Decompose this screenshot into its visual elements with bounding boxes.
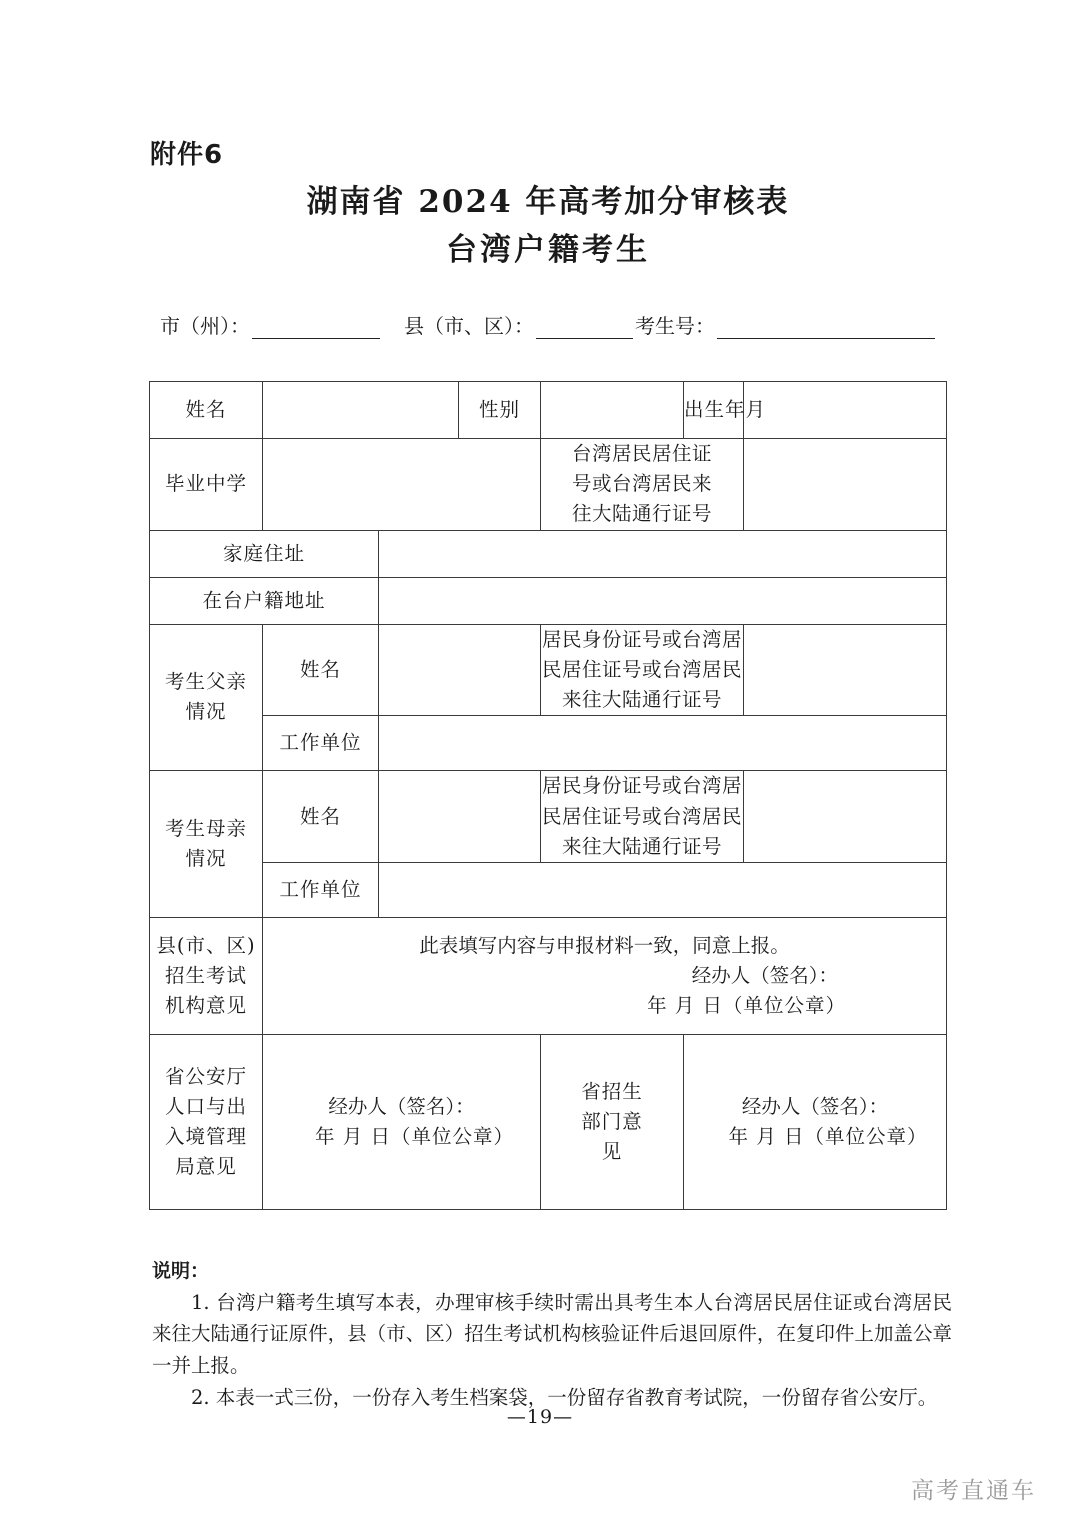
cell-taiwan-address-value[interactable] bbox=[379, 577, 947, 624]
notes-heading: 说明： bbox=[152, 1260, 210, 1282]
father-cert-line-2: 民居住证号或台湾居民 bbox=[541, 657, 742, 681]
cell-father-work-label: 工作单位 bbox=[263, 716, 379, 771]
table-row-home-address bbox=[150, 530, 947, 577]
note-item-2: 2. 本表一式三份，一份存入考生档案袋，一份留存省教育考试院，一份留存省公安厅。 bbox=[191, 1385, 938, 1409]
student-cert-line-2: 号或台湾居民来 bbox=[571, 472, 712, 496]
table-row-taiwan-address bbox=[150, 577, 947, 624]
county-office-line-1: 县(市、区) bbox=[156, 933, 256, 957]
county-handler-sign-label: 经办人（签名）： bbox=[691, 963, 838, 987]
county-office-line-3: 机构意见 bbox=[164, 994, 247, 1018]
watermark: 高考直通车 bbox=[911, 1478, 1036, 1504]
table-row-police-opinion bbox=[150, 1034, 947, 1209]
cell-mother-work-value[interactable] bbox=[379, 862, 947, 917]
page-number: —19— bbox=[506, 1406, 574, 1428]
county-label: 县（市、区）： bbox=[404, 314, 534, 338]
cell-birth-label: 出生年月 bbox=[684, 382, 744, 439]
cell-father-section-label bbox=[150, 624, 263, 771]
cell-county-opinion-body[interactable] bbox=[263, 917, 947, 1034]
cell-mother-work-label: 工作单位 bbox=[263, 862, 379, 917]
notes-section bbox=[152, 1256, 952, 1413]
table-row-county-opinion bbox=[150, 917, 947, 1034]
cell-student-cert-label bbox=[541, 439, 744, 531]
identification-line bbox=[160, 310, 950, 339]
province-admission-line-2: 部门意 bbox=[581, 1109, 643, 1133]
police-label-line-1: 省公安厅 bbox=[164, 1064, 247, 1088]
table-row-school bbox=[150, 439, 947, 531]
province-handler-sign-label: 经办人（签名）： bbox=[741, 1094, 889, 1118]
cell-mother-name-label: 姓名 bbox=[263, 771, 379, 863]
page-subtitle: 台湾户籍考生 bbox=[446, 231, 650, 268]
cell-police-office-label bbox=[150, 1034, 263, 1209]
table-row-father-name bbox=[150, 624, 947, 716]
police-label-line-4: 局意见 bbox=[175, 1155, 237, 1179]
province-date-seal-label: 年 月 日（单位公章） bbox=[728, 1124, 928, 1148]
table-row-father-work bbox=[150, 716, 947, 771]
cell-gender-value[interactable] bbox=[541, 382, 684, 439]
exam-number-blank-field[interactable] bbox=[717, 320, 935, 339]
attachment-number: 附件6 bbox=[150, 140, 224, 170]
father-cert-line-3: 来往大陆通行证号 bbox=[561, 688, 722, 712]
cell-county-office-label bbox=[150, 917, 263, 1034]
cell-school-label: 毕业中学 bbox=[150, 439, 263, 531]
cell-father-name-value[interactable] bbox=[379, 624, 541, 716]
cell-mother-cert-label bbox=[541, 771, 744, 863]
county-office-line-2: 招生考试 bbox=[164, 963, 247, 987]
cell-name-value[interactable] bbox=[263, 382, 459, 439]
cell-name-label: 姓名 bbox=[150, 382, 263, 439]
mother-label-line-1: 考生母亲 bbox=[164, 816, 247, 840]
province-admission-line-1: 省招生 bbox=[581, 1079, 643, 1103]
exam-number-label: 考生号： bbox=[635, 314, 715, 338]
police-handler-sign-label: 经办人（签名）： bbox=[328, 1094, 475, 1118]
police-date-seal-label: 年 月 日（单位公章） bbox=[315, 1124, 514, 1148]
student-cert-line-1: 台湾居民居住证 bbox=[571, 442, 712, 465]
cell-taiwan-address-label: 在台户籍地址 bbox=[150, 577, 379, 624]
father-cert-line-1: 居民身份证号或台湾居 bbox=[541, 627, 742, 651]
table-row-mother-work bbox=[150, 862, 947, 917]
county-blank-field[interactable] bbox=[536, 320, 633, 339]
note-item-1: 1. 台湾户籍考生填写本表，办理审核手续时需出具考生本人台湾居民居住证或台湾居民来往大陆通行证原件，县（市、区）招生考试机构核验证件后退回原件，在复印件上加盖公章一并上报。 bbox=[152, 1290, 952, 1377]
cell-home-address-value[interactable] bbox=[379, 530, 947, 577]
mother-cert-line-2: 民居住证号或台湾居民 bbox=[541, 804, 742, 828]
cell-father-name-label: 姓名 bbox=[263, 624, 379, 716]
mother-cert-line-3: 来往大陆通行证号 bbox=[561, 834, 722, 858]
applicant-form-table bbox=[149, 381, 947, 1210]
cell-school-value[interactable] bbox=[263, 439, 541, 531]
title-block bbox=[150, 182, 946, 272]
county-opinion-text: 此表填写内容与申报材料一致，同意上报。 bbox=[419, 933, 790, 957]
student-cert-line-3: 往大陆通行证号 bbox=[571, 502, 712, 526]
cell-police-opinion-body[interactable] bbox=[263, 1034, 541, 1209]
cell-father-work-value[interactable] bbox=[379, 716, 947, 771]
cell-mother-name-value[interactable] bbox=[379, 771, 541, 863]
cell-student-cert-value[interactable] bbox=[744, 439, 947, 531]
mother-label-line-2: 情况 bbox=[185, 847, 227, 871]
mother-cert-line-1: 居民身份证号或台湾居 bbox=[541, 774, 742, 798]
county-date-seal-label: 年 月 日（单位公章） bbox=[647, 994, 846, 1018]
police-label-line-3: 入境管理 bbox=[164, 1124, 247, 1148]
cell-province-admission-body[interactable] bbox=[684, 1034, 947, 1209]
cell-gender-label: 性别 bbox=[459, 382, 541, 439]
cell-mother-section-label bbox=[150, 771, 263, 918]
city-label: 市（州）： bbox=[160, 314, 250, 338]
page-title: 湖南省 2024 年高考加分审核表 bbox=[306, 184, 790, 220]
cell-father-cert-label bbox=[541, 624, 744, 716]
father-label-line-2: 情况 bbox=[185, 700, 227, 724]
cell-mother-cert-value[interactable] bbox=[744, 771, 947, 863]
father-label-line-1: 考生父亲 bbox=[164, 670, 247, 694]
cell-father-cert-value[interactable] bbox=[744, 624, 947, 716]
city-blank-field[interactable] bbox=[252, 320, 380, 339]
police-label-line-2: 人口与出 bbox=[164, 1094, 247, 1118]
province-admission-line-3: 见 bbox=[601, 1140, 623, 1164]
cell-home-address-label: 家庭住址 bbox=[150, 530, 379, 577]
table-row-mother-name bbox=[150, 771, 947, 863]
cell-birth-value[interactable] bbox=[744, 382, 947, 439]
cell-province-admission-label bbox=[541, 1034, 684, 1209]
table-row-basic-info bbox=[150, 382, 947, 439]
